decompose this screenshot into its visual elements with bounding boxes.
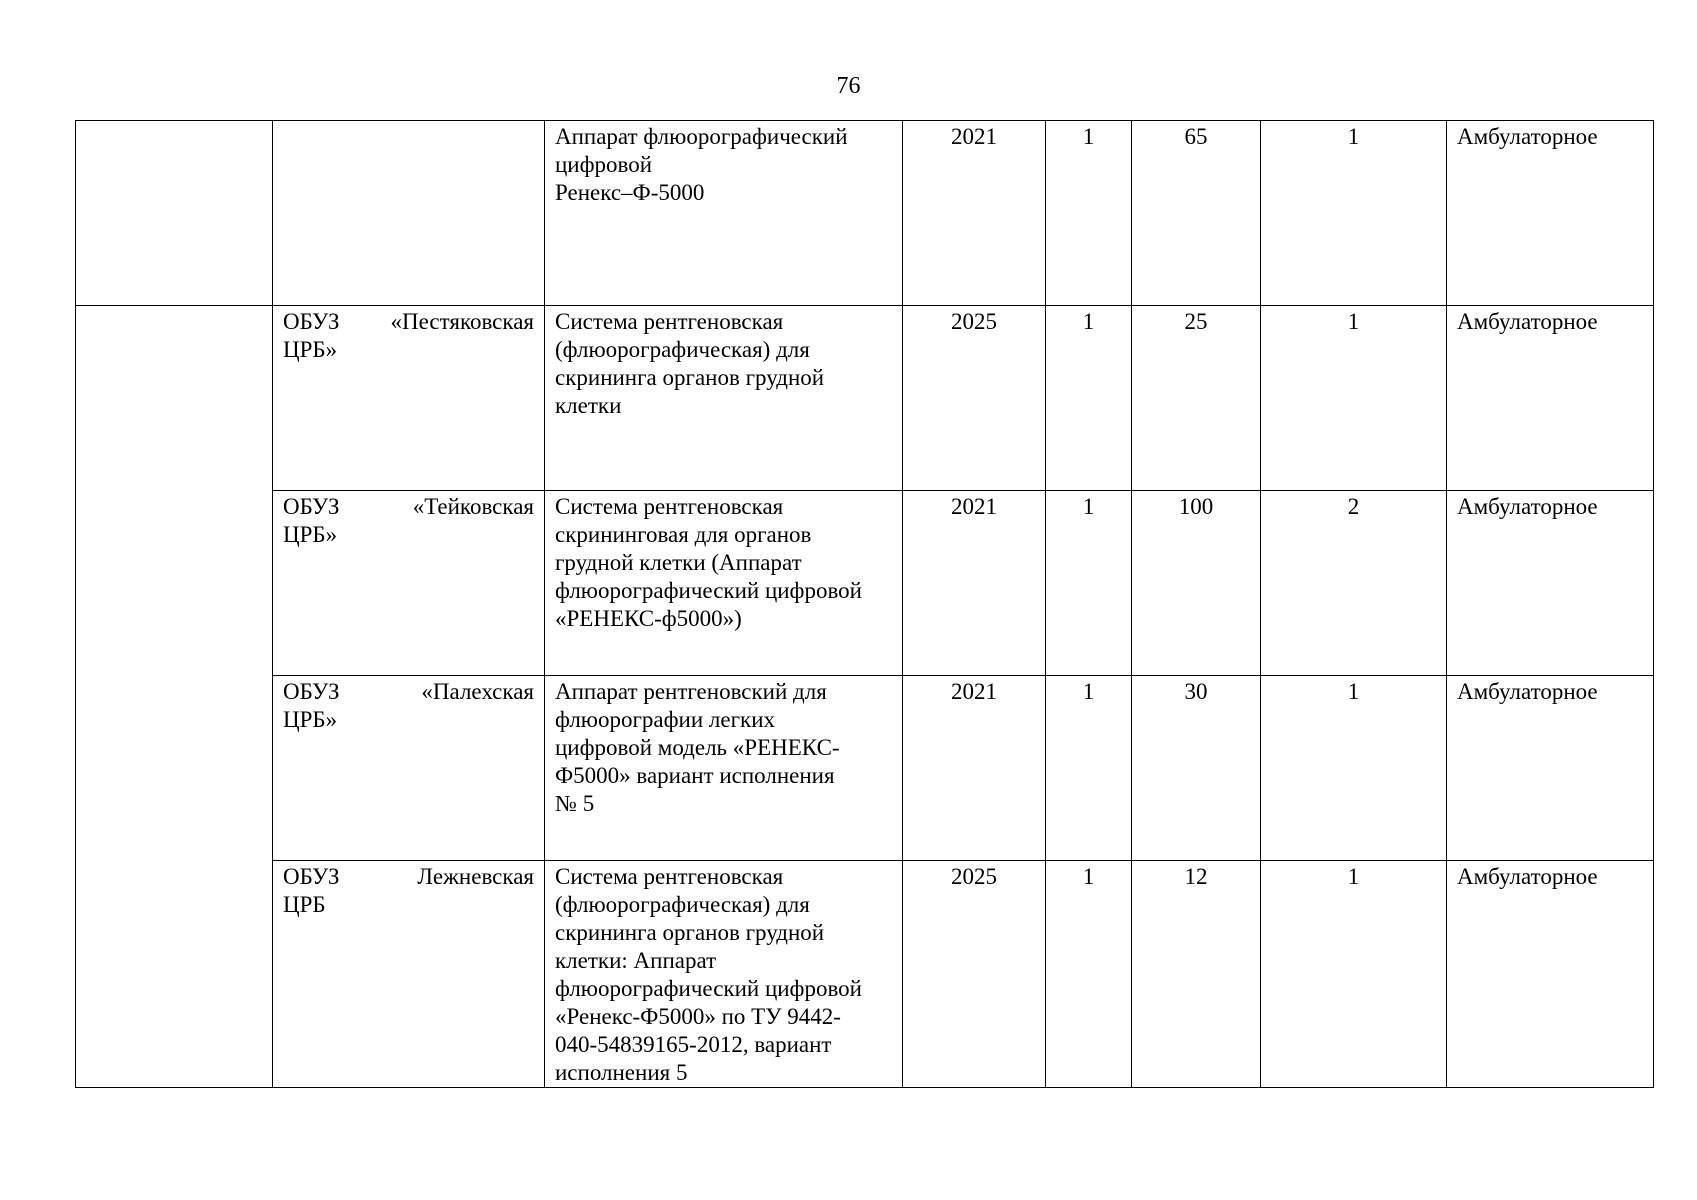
care-type-cell: Амбулаторное — [1447, 121, 1654, 306]
equipment-text-line: скрининга органов грудной — [555, 920, 825, 945]
equipment-text-line: флюорографический цифровой — [555, 976, 862, 1001]
organization-name-line2: ЦРБ — [283, 892, 326, 917]
year-cell: 2021 — [903, 121, 1046, 306]
capacity-cell: 25 — [1132, 306, 1261, 491]
year-cell: 2021 — [903, 491, 1046, 676]
equipment-text-line: цифровой модель «РЕНЕКС- — [555, 735, 840, 760]
equipment-text-line: флюорографический цифровой — [555, 578, 862, 603]
shifts-cell: 2 — [1261, 491, 1447, 676]
equipment-text-line: № 5 — [555, 791, 595, 816]
equipment-text-line: скрининговая для органов — [555, 522, 812, 547]
organization-cell — [273, 676, 545, 861]
region-cell — [76, 306, 273, 1088]
equipment-cell — [545, 121, 903, 306]
shifts-cell: 1 — [1261, 306, 1447, 491]
organization-cell — [273, 306, 545, 491]
table-row — [76, 121, 1654, 306]
equipment-text-line: Система рентгеновская — [555, 494, 784, 519]
equipment-text-line: флюорографии легких — [555, 707, 776, 732]
organization-name-line1: ОБУЗ «Палехская — [283, 679, 534, 704]
shifts-cell: 1 — [1261, 861, 1447, 1088]
year-cell: 2025 — [903, 306, 1046, 491]
count-cell: 1 — [1046, 121, 1132, 306]
organization-name-line2: ЦРБ» — [283, 337, 338, 362]
organization-name-line2: ЦРБ» — [283, 707, 338, 732]
year-cell: 2025 — [903, 861, 1046, 1088]
equipment-text-line: скрининга органов грудной — [555, 365, 825, 390]
equipment-text-line: клетки: Аппарат — [555, 948, 717, 973]
year-cell: 2021 — [903, 676, 1046, 861]
equipment-text-line: (флюорографическая) для — [555, 337, 810, 362]
care-type-cell: Амбулаторное — [1447, 306, 1654, 491]
equipment-text-line: 040-54839165-2012, вариант — [555, 1032, 832, 1057]
equipment-text-line: Аппарат флюорографический — [555, 124, 848, 149]
equipment-table — [75, 120, 1654, 1088]
count-cell: 1 — [1046, 306, 1132, 491]
organization-cell — [273, 491, 545, 676]
equipment-text-line: грудной клетки (Аппарат — [555, 550, 802, 575]
table-row — [76, 676, 1654, 861]
equipment-text-line: Система рентгеновская — [555, 309, 784, 334]
table-row — [76, 861, 1654, 1088]
capacity-cell: 100 — [1132, 491, 1261, 676]
equipment-cell — [545, 861, 903, 1088]
organization-name-line1: ОБУЗ «Тейковская — [283, 494, 534, 519]
table-row — [76, 491, 1654, 676]
capacity-cell: 65 — [1132, 121, 1261, 306]
shifts-cell: 1 — [1261, 121, 1447, 306]
organization-name-line1: ОБУЗ Лежневская — [283, 864, 534, 889]
equipment-text-line: «Ренекс-Ф5000» по ТУ 9442- — [555, 1004, 841, 1029]
equipment-cell — [545, 676, 903, 861]
equipment-cell — [545, 491, 903, 676]
page-number: 76 — [836, 73, 861, 99]
region-cell — [76, 121, 273, 306]
equipment-text-line: (флюорографическая) для — [555, 892, 810, 917]
care-type-cell: Амбулаторное — [1447, 676, 1654, 861]
equipment-text-line: Аппарат рентгеновский для — [555, 679, 827, 704]
equipment-text-line: Ренекс–Ф-5000 — [555, 180, 705, 205]
equipment-text-line: исполнения 5 — [555, 1060, 688, 1085]
equipment-text-line: Ф5000» вариант исполнения — [555, 763, 835, 788]
equipment-cell — [545, 306, 903, 491]
count-cell: 1 — [1046, 676, 1132, 861]
equipment-text-line: «РЕНЕКС-ф5000») — [555, 606, 742, 631]
capacity-cell: 30 — [1132, 676, 1261, 861]
organization-name-line2: ЦРБ» — [283, 522, 338, 547]
shifts-cell: 1 — [1261, 676, 1447, 861]
capacity-cell: 12 — [1132, 861, 1261, 1088]
care-type-cell: Амбулаторное — [1447, 861, 1654, 1088]
organization-cell — [273, 861, 545, 1088]
care-type-cell: Амбулаторное — [1447, 491, 1654, 676]
equipment-text-line: цифровой — [555, 152, 653, 177]
count-cell: 1 — [1046, 491, 1132, 676]
table-row — [76, 306, 1654, 491]
equipment-text-line: клетки — [555, 393, 622, 418]
count-cell: 1 — [1046, 861, 1132, 1088]
organization-cell — [273, 121, 545, 306]
equipment-text-line: Система рентгеновская — [555, 864, 784, 889]
organization-name-line1: ОБУЗ «Пестяковская — [283, 309, 534, 334]
